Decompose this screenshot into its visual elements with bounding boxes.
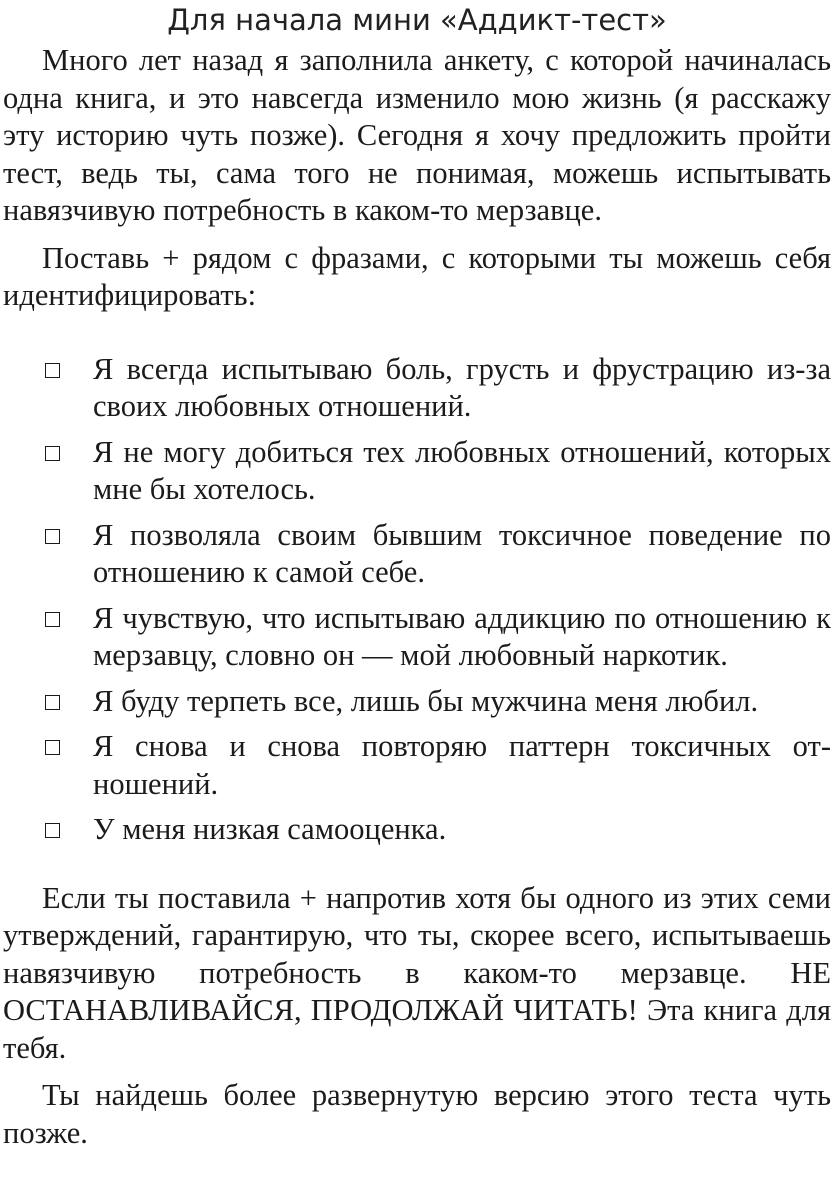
checklist-item [3,600,831,675]
checklist-item [3,351,831,426]
checklist-item [3,517,831,592]
checklist-item-text: Я чувствую, что испытываю аддикцию по отношению к мерзавцу, словно он — мой любовный наркотик. [93,600,831,672]
section-heading: Для начала мини «Аддикт-тест» [167,3,667,37]
checkbox-icon [45,823,60,838]
intro-paragraph: Много лет назад я заполнила анкету, с которой начиналась одна книга, и это навсегда изменило мою жизнь (я расскажу эту историю чуть позже). Сегодня я хочу предложить пройти тест, ведь ты, сама того не понимая, можешь испытывать навязчивую потребность в каком-то мерзавце. [3,43,831,227]
checkbox-icon [45,612,60,627]
checklist-item-text: Я снова и снова повторяю паттерн токсичных отношений. [93,729,831,801]
page-body [3,42,831,1152]
closing-paragraph: Ты найдешь более развернутую версию этого теста чуть позже. [3,1078,831,1150]
conclusion-paragraph: Если ты поставила + напротив хотя бы одного из этих семи утверждений, гарантирую, что ты, скорее всего, испытываешь навязчивую потребность в каком-то мерзавце. НЕ ОСТАНАВЛИВАЙСЯ, ПРОДОЛЖАЙ ЧИТАТЬ! Эта книга для тебя. [3,880,831,1065]
checklist-item [3,811,831,849]
checklist-item [3,728,831,803]
checkbox-icon [45,363,60,378]
checklist-item-text: Я буду терпеть все, лишь бы мужчина меня любил. [93,683,759,718]
checkbox-icon [45,740,60,755]
checkbox-icon [45,446,60,461]
checklist-item-text: Я позволяла своим бывшим токсичное поведение по отношению к самой себе. [93,517,831,589]
checklist-item-text: Я всегда испытываю боль, грусть и фрустрацию из-за своих любовных отношений. [93,351,831,423]
checklist-item-text: У меня низкая самооценка. [93,812,447,846]
checklist-item [3,434,831,509]
conclusion-block [3,880,831,1153]
checklist-item [3,683,831,721]
checkbox-icon [45,695,60,710]
checklist-item-text: Я не могу добиться тех любовных отношений, которых мне бы хотелось. [93,434,831,506]
instruction-paragraph: Поставь + рядом с фразами, с которыми ты можешь себя идентифицировать: [3,240,831,312]
test-checklist [3,351,831,849]
checkbox-icon [45,529,60,544]
